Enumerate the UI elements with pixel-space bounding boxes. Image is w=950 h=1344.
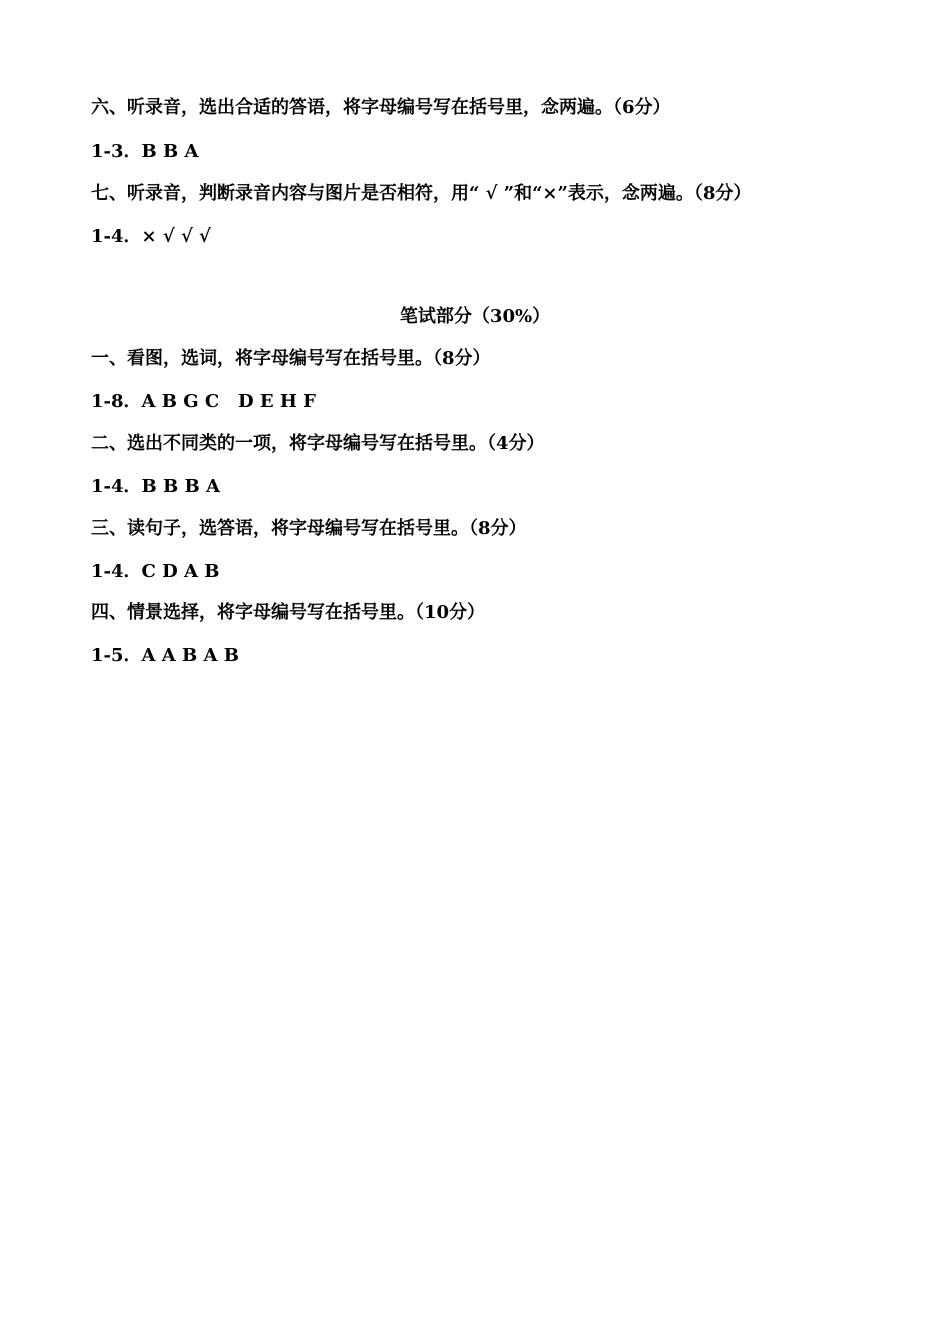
written-section-title: 笔试部分（30%）: [399, 306, 551, 327]
written-question-1-heading: 一、看图，选词，将字母编号写在括号里。（8分）: [91, 348, 491, 369]
question-7-heading: 七、听录音，判断录音内容与图片是否相符，用“ √ ”和“×”表示，念两遍。（8分）: [91, 183, 752, 204]
question-7-answer: 1-4．× √ √ √: [91, 226, 211, 247]
written-question-1-answer: 1-8．A B G C D E H F: [91, 391, 316, 412]
written-question-4-heading: 四、情景选择，将字母编号写在括号里。（10分）: [91, 602, 486, 623]
question-6-answer: 1-3．B B A: [91, 141, 199, 162]
written-question-3-heading: 三、读句子，选答语，将字母编号写在括号里。（8分）: [91, 518, 527, 539]
written-question-2-heading: 二、选出不同类的一项，将字母编号写在括号里。（4分）: [91, 433, 545, 454]
written-question-4-answer: 1-5．A A B A B: [91, 645, 239, 666]
written-question-2-answer: 1-4．B B B A: [91, 476, 220, 497]
question-6-heading: 六、听录音，选出合适的答语，将字母编号写在括号里，念两遍。（6分）: [91, 97, 671, 118]
written-question-3-answer: 1-4．C D A B: [91, 561, 220, 582]
